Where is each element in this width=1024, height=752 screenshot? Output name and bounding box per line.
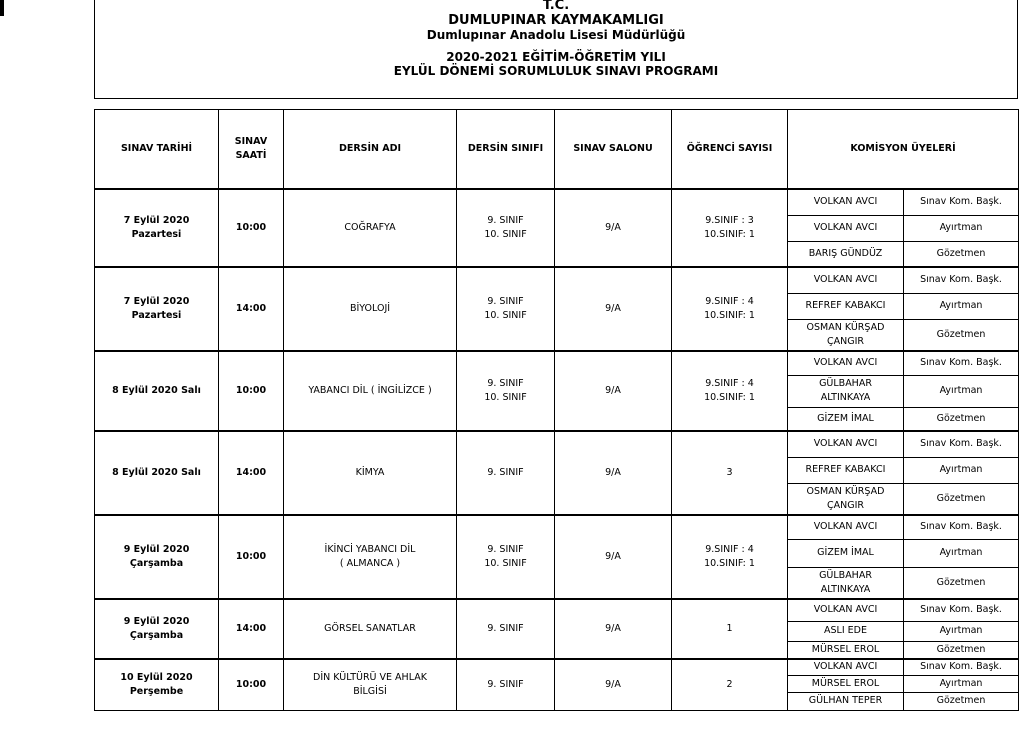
col-header-hall: SINAV SALONU	[555, 110, 672, 190]
cell-exam-hall: 9/A	[555, 659, 672, 710]
header-line-tc: T.C.	[542, 0, 570, 13]
cell-exam-time: 14:00	[219, 431, 284, 515]
cell-committee-member: OSMAN KÜRŞAD ÇANGIR	[788, 319, 904, 351]
cell-committee-member: REFREF KABAKCI	[788, 457, 904, 483]
cell-course-name: KİMYA	[284, 431, 457, 515]
cell-committee-member: BARIŞ GÜNDÜZ	[788, 241, 904, 267]
cell-exam-date: 7 Eylül 2020 Pazartesi	[95, 189, 219, 267]
col-header-date: SINAV TARİHİ	[95, 110, 219, 190]
cell-committee-member: VOLKAN AVCI	[788, 599, 904, 621]
table-row	[95, 515, 1019, 539]
cell-exam-date: 9 Eylül 2020 Çarşamba	[95, 599, 219, 659]
exam-schedule-table	[94, 109, 1019, 711]
cell-committee-role: Ayırtman	[904, 457, 1019, 483]
table-row	[95, 431, 1019, 457]
cell-committee-role: Gözetmen	[904, 483, 1019, 515]
cell-student-count: 1	[672, 599, 788, 659]
cell-course-class: 9. SINIF 10. SINIF	[457, 189, 555, 267]
cell-committee-role: Ayırtman	[904, 675, 1019, 692]
cell-committee-member: VOLKAN AVCI	[788, 659, 904, 675]
cell-exam-date: 8 Eylül 2020 Salı	[95, 351, 219, 431]
cell-exam-hall: 9/A	[555, 267, 672, 351]
table-row	[95, 189, 1019, 215]
cell-committee-member: GÜLBAHAR ALTINKAYA	[788, 375, 904, 407]
cell-committee-role: Gözetmen	[904, 319, 1019, 351]
table-body	[95, 189, 1019, 710]
cell-committee-role: Ayırtman	[904, 621, 1019, 641]
document-header	[94, 0, 1018, 99]
cell-committee-member: VOLKAN AVCI	[788, 215, 904, 241]
cell-course-class: 9. SINIF 10. SINIF	[457, 351, 555, 431]
cell-exam-time: 10:00	[219, 189, 284, 267]
cell-committee-role: Sınav Kom. Başk.	[904, 267, 1019, 293]
cell-committee-member: MÜRSEL EROL	[788, 675, 904, 692]
cell-committee-member: VOLKAN AVCI	[788, 189, 904, 215]
cell-exam-date: 7 Eylül 2020 Pazartesi	[95, 267, 219, 351]
col-header-count: ÖĞRENCİ SAYISI	[672, 110, 788, 190]
cell-exam-time: 10:00	[219, 351, 284, 431]
cell-course-name: GÖRSEL SANATLAR	[284, 599, 457, 659]
cell-student-count: 3	[672, 431, 788, 515]
cell-course-name: DİN KÜLTÜRÜ VE AHLAK BİLGİSİ	[284, 659, 457, 710]
table-row	[95, 351, 1019, 375]
cell-exam-hall: 9/A	[555, 515, 672, 599]
table-header-row	[95, 110, 1019, 190]
cell-exam-hall: 9/A	[555, 189, 672, 267]
cell-committee-role: Ayırtman	[904, 293, 1019, 319]
header-line-year: 2020-2021 EĞİTİM-ÖĞRETİM YILI	[446, 50, 666, 64]
cell-exam-hall: 9/A	[555, 351, 672, 431]
cell-committee-role: Gözetmen	[904, 692, 1019, 710]
cell-course-class: 9. SINIF	[457, 659, 555, 710]
cell-course-name: YABANCI DİL ( İNGİLİZCE )	[284, 351, 457, 431]
cell-student-count: 9.SINIF : 4 10.SINIF: 1	[672, 515, 788, 599]
cell-course-class: 9. SINIF	[457, 431, 555, 515]
cell-student-count: 2	[672, 659, 788, 710]
cell-committee-member: ASLI EDE	[788, 621, 904, 641]
cell-committee-member: GÜLBAHAR ALTINKAYA	[788, 567, 904, 599]
cell-committee-role: Ayırtman	[904, 375, 1019, 407]
col-header-committee: KOMİSYON ÜYELERİ	[788, 110, 1019, 190]
cell-committee-member: VOLKAN AVCI	[788, 515, 904, 539]
header-line-school: Dumlupınar Anadolu Lisesi Müdürlüğü	[426, 28, 686, 42]
cell-course-class: 9. SINIF 10. SINIF	[457, 267, 555, 351]
cell-student-count: 9.SINIF : 4 10.SINIF: 1	[672, 351, 788, 431]
cell-committee-member: VOLKAN AVCI	[788, 267, 904, 293]
cell-committee-member: GİZEM İMAL	[788, 407, 904, 431]
cell-committee-role: Gözetmen	[904, 567, 1019, 599]
cell-committee-role: Sınav Kom. Başk.	[904, 599, 1019, 621]
cell-course-name: COĞRAFYA	[284, 189, 457, 267]
cell-committee-member: VOLKAN AVCI	[788, 431, 904, 457]
cell-committee-role: Sınav Kom. Başk.	[904, 431, 1019, 457]
cell-committee-member: GİZEM İMAL	[788, 539, 904, 567]
cell-exam-time: 10:00	[219, 659, 284, 710]
cell-exam-time: 14:00	[219, 599, 284, 659]
cell-exam-date: 8 Eylül 2020 Salı	[95, 431, 219, 515]
cell-exam-time: 10:00	[219, 515, 284, 599]
cell-exam-date: 9 Eylül 2020 Çarşamba	[95, 515, 219, 599]
header-line-program: EYLÜL DÖNEMİ SORUMLULUK SINAVI PROGRAMI	[393, 64, 719, 78]
cell-exam-date: 10 Eylül 2020 Perşembe	[95, 659, 219, 710]
cell-exam-time: 14:00	[219, 267, 284, 351]
table-row	[95, 267, 1019, 293]
cell-committee-member: GÜLHAN TEPER	[788, 692, 904, 710]
cell-committee-role: Gözetmen	[904, 241, 1019, 267]
cell-committee-role: Sınav Kom. Başk.	[904, 659, 1019, 675]
cell-committee-role: Gözetmen	[904, 641, 1019, 659]
header-line-district: DUMLUPINAR KAYMAKAMLIGI	[448, 13, 664, 28]
cell-committee-member: MÜRSEL EROL	[788, 641, 904, 659]
cell-committee-member: OSMAN KÜRŞAD ÇANGIR	[788, 483, 904, 515]
col-header-course: DERSİN ADI	[284, 110, 457, 190]
col-header-class: DERSİN SINIFI	[457, 110, 555, 190]
corner-mark	[0, 0, 4, 16]
cell-exam-hall: 9/A	[555, 431, 672, 515]
cell-student-count: 9.SINIF : 3 10.SINIF: 1	[672, 189, 788, 267]
cell-committee-role: Ayırtman	[904, 539, 1019, 567]
cell-committee-member: VOLKAN AVCI	[788, 351, 904, 375]
cell-committee-role: Sınav Kom. Başk.	[904, 351, 1019, 375]
table-row	[95, 659, 1019, 675]
cell-committee-role: Gözetmen	[904, 407, 1019, 431]
cell-student-count: 9.SINIF : 4 10.SINIF: 1	[672, 267, 788, 351]
cell-course-name: BİYOLOJİ	[284, 267, 457, 351]
cell-committee-role: Sınav Kom. Başk.	[904, 515, 1019, 539]
cell-committee-role: Sınav Kom. Başk.	[904, 189, 1019, 215]
cell-course-name: İKİNCİ YABANCI DİL ( ALMANCA )	[284, 515, 457, 599]
cell-committee-role: Ayırtman	[904, 215, 1019, 241]
cell-course-class: 9. SINIF	[457, 599, 555, 659]
cell-committee-member: REFREF KABAKCI	[788, 293, 904, 319]
table-row	[95, 599, 1019, 621]
cell-course-class: 9. SINIF 10. SINIF	[457, 515, 555, 599]
col-header-time: SINAV SAATİ	[219, 110, 284, 190]
cell-exam-hall: 9/A	[555, 599, 672, 659]
